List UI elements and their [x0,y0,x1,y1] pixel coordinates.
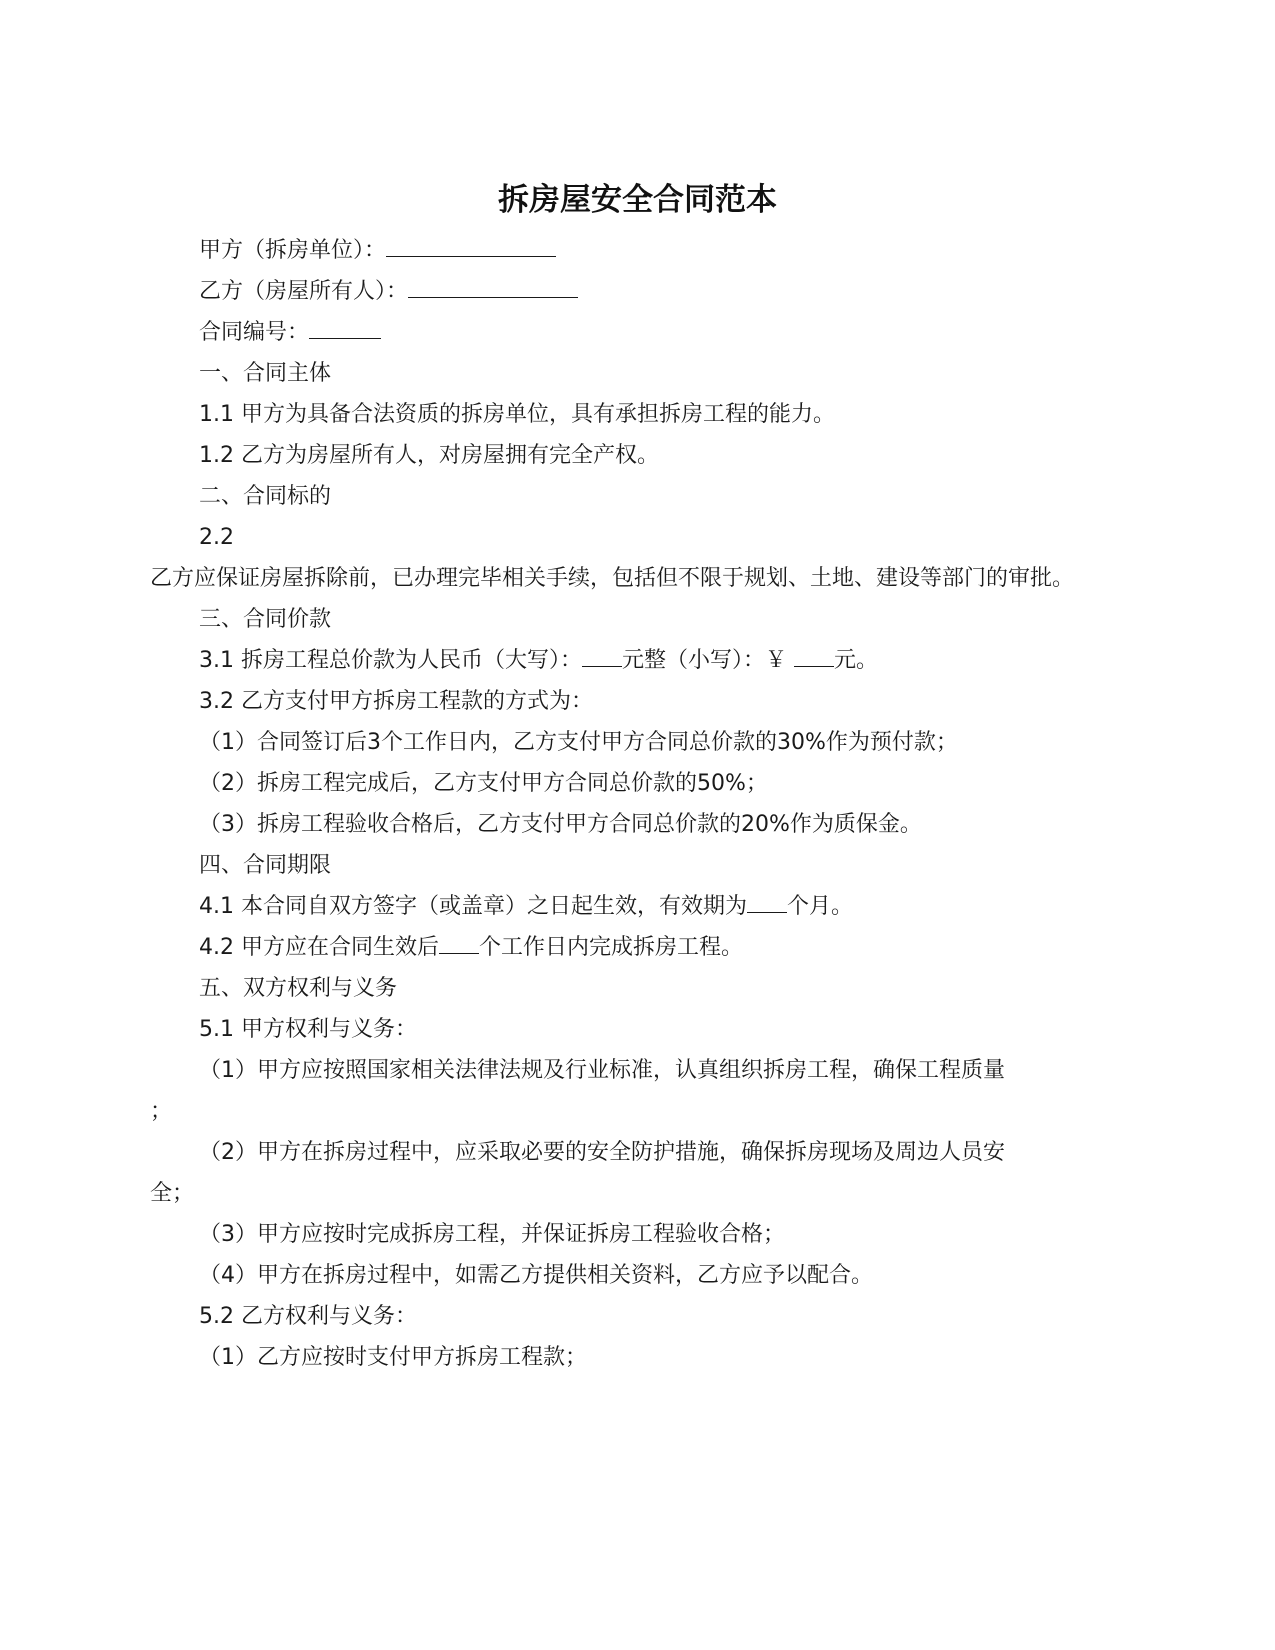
contract-no-line [150,312,1134,353]
clause-text: 个工作日内完成拆房工程。 [478,935,743,960]
amount-words-blank [582,644,622,667]
clause-text: 4.2 甲方应在合同生效后 [199,935,439,960]
section-heading: 一、合同主体 [199,361,332,386]
clause: 3.2 乙方支付甲方拆房工程款的方式为： [199,689,593,714]
party-b-label: 乙方（房屋所有人）： [199,279,409,304]
party-b-line [150,271,1134,312]
months-blank [747,890,787,913]
document-title: 拆房屋安全合同范本 [498,182,777,218]
clause: 乙方应保证房屋拆除前，已办理完毕相关手续，包括但不限于规划、土地、建设等部门的审批。 [150,566,1075,591]
contract-no-blank [309,316,381,339]
sub-clause: （3）拆房工程验收合格后，乙方支付甲方合同总价款的20%作为质保金。 [199,812,922,837]
clause: 5.2 乙方权利与义务： [199,1304,417,1329]
sub-clause: （1）甲方应按照国家相关法律法规及行业标准，认真组织拆房工程，确保工程质量 [199,1058,1005,1083]
sub-clause: （2）拆房工程完成后，乙方支付甲方合同总价款的50%； [199,771,768,796]
clause [150,927,1134,968]
clause [150,886,1134,927]
sub-clause-continuation: 全； [150,1181,195,1206]
document-body [150,230,1134,1378]
clause-text: 元整（小写）：￥ [621,648,787,673]
clause-number: 2.2 [199,525,234,550]
sub-clause-continuation: ； [150,1099,173,1124]
section-heading: 三、合同价款 [199,607,332,632]
party-a-label: 甲方（拆房单位）： [199,238,387,263]
section-heading: 二、合同标的 [199,484,332,509]
days-blank [439,931,479,954]
clause: 5.1 甲方权利与义务： [199,1017,417,1042]
clause: 1.2 乙方为房屋所有人，对房屋拥有完全产权。 [199,443,659,468]
contract-no-label: 合同编号： [199,320,310,345]
amount-figures-blank [794,644,834,667]
sub-clause: （2）甲方在拆房过程中，应采取必要的安全防护措施，确保拆房现场及周边人员安 [199,1140,1005,1165]
clause-text: 元。 [834,648,879,673]
sub-clause: （1）合同签订后3个工作日内，乙方支付甲方合同总价款的30%作为预付款； [199,730,958,755]
section-heading: 四、合同期限 [199,853,332,878]
sub-clause: （1）乙方应按时支付甲方拆房工程款； [199,1345,587,1370]
clause: 1.1 甲方为具备合法资质的拆房单位，具有承担拆房工程的能力。 [199,402,835,427]
clause [150,640,1134,681]
clause-text: 4.1 本合同自双方签字（或盖章）之日起生效，有效期为 [199,894,747,919]
party-a-blank [386,234,556,257]
section-heading: 五、双方权利与义务 [199,976,398,1001]
clause-text: 3.1 拆房工程总价款为人民币（大写）： [199,648,582,673]
sub-clause: （4）甲方在拆房过程中，如需乙方提供相关资料，乙方应予以配合。 [199,1263,873,1288]
party-b-blank [408,275,578,298]
clause-text: 个月。 [786,894,853,919]
party-a-line [150,230,1134,271]
sub-clause: （3）甲方应按时完成拆房工程，并保证拆房工程验收合格； [199,1222,785,1247]
